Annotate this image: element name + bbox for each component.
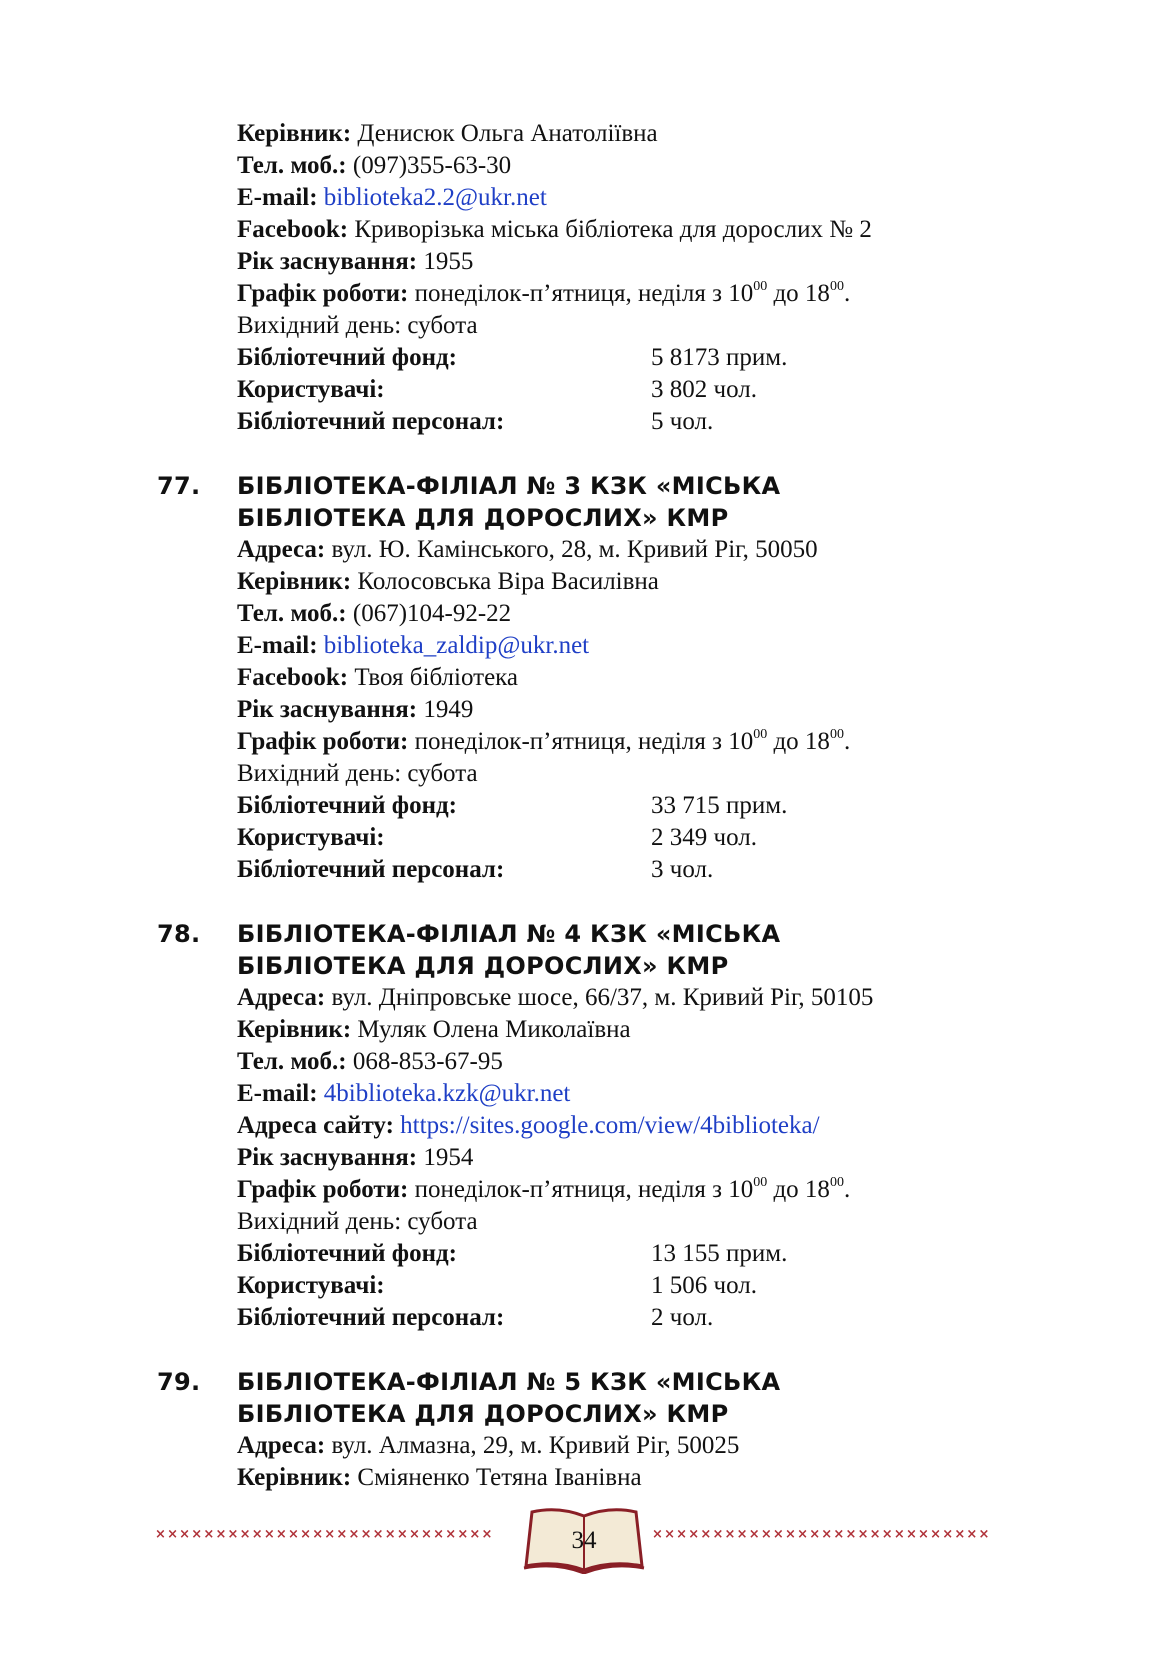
entry78-schedule-row	[237, 1174, 850, 1206]
site-link[interactable]: https://sites.google.com/view/4biblioteka/	[400, 1112, 820, 1139]
entry78-site-row	[237, 1110, 820, 1142]
phone-value: 068-853-67-95	[346, 1048, 503, 1075]
email-link[interactable]: biblioteka2.2@ukr.net	[323, 184, 547, 211]
entry77-dayoff-row: Вихідний день: субота	[237, 760, 478, 787]
entry78-phone-row	[237, 1046, 503, 1078]
site-label: Адреса сайту:	[237, 1112, 394, 1139]
entry76-staff-label: Бібліотечний персонал:	[237, 408, 505, 435]
address-value: вул. Алмазна, 29, м. Кривий Ріг, 50025	[325, 1432, 740, 1459]
entry77-email-row	[237, 630, 589, 662]
entry78-founded-row	[237, 1142, 473, 1174]
schedule-end: .	[843, 728, 851, 755]
schedule-label: Графік роботи:	[237, 280, 409, 307]
head-label: Керівник:	[237, 1016, 352, 1043]
entry79-address-row	[237, 1430, 739, 1462]
entry77-title-line2: БІБЛІОТЕКА ДЛЯ ДОРОСЛИХ» КМР	[237, 504, 729, 532]
facebook-label: Facebook:	[237, 216, 349, 243]
entry76-fund-label: Бібліотечний фонд:	[237, 344, 457, 371]
facebook-label: Facebook:	[237, 664, 349, 691]
schedule-mid: до 18	[767, 1176, 830, 1203]
founded-value: 1954	[417, 1144, 474, 1171]
entry79-title-line1: БІБЛІОТЕКА-ФІЛІАЛ № 5 КЗК «МІСЬКА	[237, 1368, 781, 1396]
entry77-number: 77.	[157, 472, 201, 500]
entry77-facebook-row	[237, 662, 518, 694]
entry77-staff-label: Бібліотечний персонал:	[237, 856, 505, 883]
entry78-fund-value: 13 155 прим.	[651, 1240, 788, 1267]
schedule-mid: до 18	[767, 280, 830, 307]
entry78-users-label: Користувачі:	[237, 1272, 385, 1299]
schedule-sup: 00	[829, 1175, 844, 1190]
entry77-founded-row	[237, 694, 473, 726]
entry78-number: 78.	[157, 920, 201, 948]
entry77-users-value: 2 349 чол.	[651, 824, 757, 851]
head-value: Колосовська Віра Василівна	[351, 568, 659, 595]
phone-label: Тел. моб.:	[237, 152, 347, 179]
footer-stars-left: ××××××××××××××××××××××××××××	[155, 1527, 494, 1542]
entry77-fund-value: 33 715 прим.	[651, 792, 788, 819]
entry76-fund-value: 5 8173 прим.	[651, 344, 788, 371]
founded-value: 1949	[417, 696, 474, 723]
address-label: Адреса:	[237, 1432, 326, 1459]
entry76-head-row	[237, 118, 658, 150]
schedule-sup: 00	[753, 1175, 768, 1190]
footer-stars-right: ××××××××××××××××××××××××××××	[652, 1527, 991, 1542]
entry76-facebook-row	[237, 214, 872, 246]
entry76-users-value: 3 802 чол.	[651, 376, 757, 403]
facebook-value: Твоя бібліотека	[348, 664, 519, 691]
entry77-phone-row	[237, 598, 511, 630]
head-value: Муляк Олена Миколаївна	[351, 1016, 631, 1043]
head-value: Сміяненко Тетяна Іванівна	[351, 1464, 642, 1491]
schedule-end: .	[843, 280, 851, 307]
schedule-value: понеділок-п’ятниця, неділя з 10	[408, 280, 754, 307]
schedule-sup: 00	[829, 279, 844, 294]
founded-value: 1955	[417, 248, 474, 275]
schedule-value: понеділок-п’ятниця, неділя з 10	[408, 728, 754, 755]
entry78-users-value: 1 506 чол.	[651, 1272, 757, 1299]
entry79-number: 79.	[157, 1368, 201, 1396]
head-label: Керівник:	[237, 1464, 352, 1491]
schedule-value: понеділок-п’ятниця, неділя з 10	[408, 1176, 754, 1203]
entry79-title-line2: БІБЛІОТЕКА ДЛЯ ДОРОСЛИХ» КМР	[237, 1400, 729, 1428]
entry76-schedule-row	[237, 278, 850, 310]
head-label: Керівник:	[237, 568, 352, 595]
email-label: E-mail:	[237, 632, 318, 659]
email-link[interactable]: biblioteka_zaldip@ukr.net	[323, 632, 590, 659]
founded-label: Рік заснування:	[237, 1144, 418, 1171]
head-label: Керівник:	[237, 120, 352, 147]
facebook-value: Криворізька міська бібліотека для дорослих № 2	[348, 216, 872, 243]
entry76-phone-row	[237, 150, 511, 182]
schedule-label: Графік роботи:	[237, 1176, 409, 1203]
entry76-founded-row	[237, 246, 473, 278]
entry77-address-row	[237, 534, 818, 566]
entry78-fund-label: Бібліотечний фонд:	[237, 1240, 457, 1267]
phone-value: (097)355-63-30	[346, 152, 512, 179]
entry76-dayoff-row: Вихідний день: субота	[237, 312, 478, 339]
phone-label: Тел. моб.:	[237, 1048, 347, 1075]
address-label: Адреса:	[237, 984, 326, 1011]
founded-label: Рік заснування:	[237, 248, 418, 275]
email-link[interactable]: 4biblioteka.kzk@ukr.net	[323, 1080, 571, 1107]
schedule-label: Графік роботи:	[237, 728, 409, 755]
phone-label: Тел. моб.:	[237, 600, 347, 627]
schedule-end: .	[843, 1176, 851, 1203]
entry77-users-label: Користувачі:	[237, 824, 385, 851]
entry76-users-label: Користувачі:	[237, 376, 385, 403]
email-label: E-mail:	[237, 184, 318, 211]
schedule-sup: 00	[753, 279, 768, 294]
schedule-mid: до 18	[767, 728, 830, 755]
address-label: Адреса:	[237, 536, 326, 563]
entry77-staff-value: 3 чол.	[651, 856, 714, 883]
schedule-sup: 00	[829, 727, 844, 742]
entry78-staff-value: 2 чол.	[651, 1304, 714, 1331]
entry76-email-row	[237, 182, 547, 214]
entry78-staff-label: Бібліотечний персонал:	[237, 1304, 505, 1331]
entry78-head-row	[237, 1014, 631, 1046]
email-label: E-mail:	[237, 1080, 318, 1107]
entry77-schedule-row	[237, 726, 850, 758]
entry77-head-row	[237, 566, 659, 598]
entry79-head-row	[237, 1462, 642, 1494]
head-value: Денисюк Ольга Анатоліївна	[351, 120, 658, 147]
entry78-title-line1: БІБЛІОТЕКА-ФІЛІАЛ № 4 КЗК «МІСЬКА	[237, 920, 781, 948]
entry77-fund-label: Бібліотечний фонд:	[237, 792, 457, 819]
entry78-email-row	[237, 1078, 570, 1110]
entry78-dayoff-row: Вихідний день: субота	[237, 1208, 478, 1235]
entry77-title-line1: БІБЛІОТЕКА-ФІЛІАЛ № 3 КЗК «МІСЬКА	[237, 472, 781, 500]
phone-value: (067)104-92-22	[346, 600, 512, 627]
page-number: 34	[571, 1527, 597, 1554]
entry76-staff-value: 5 чол.	[651, 408, 714, 435]
address-value: вул. Дніпровське шосе, 66/37, м. Кривий Ріг, 50105	[325, 984, 874, 1011]
address-value: вул. Ю. Камінського, 28, м. Кривий Ріг, 50050	[325, 536, 818, 563]
schedule-sup: 00	[753, 727, 768, 742]
entry78-address-row	[237, 982, 873, 1014]
founded-label: Рік заснування:	[237, 696, 418, 723]
entry78-title-line2: БІБЛІОТЕКА ДЛЯ ДОРОСЛИХ» КМР	[237, 952, 729, 980]
